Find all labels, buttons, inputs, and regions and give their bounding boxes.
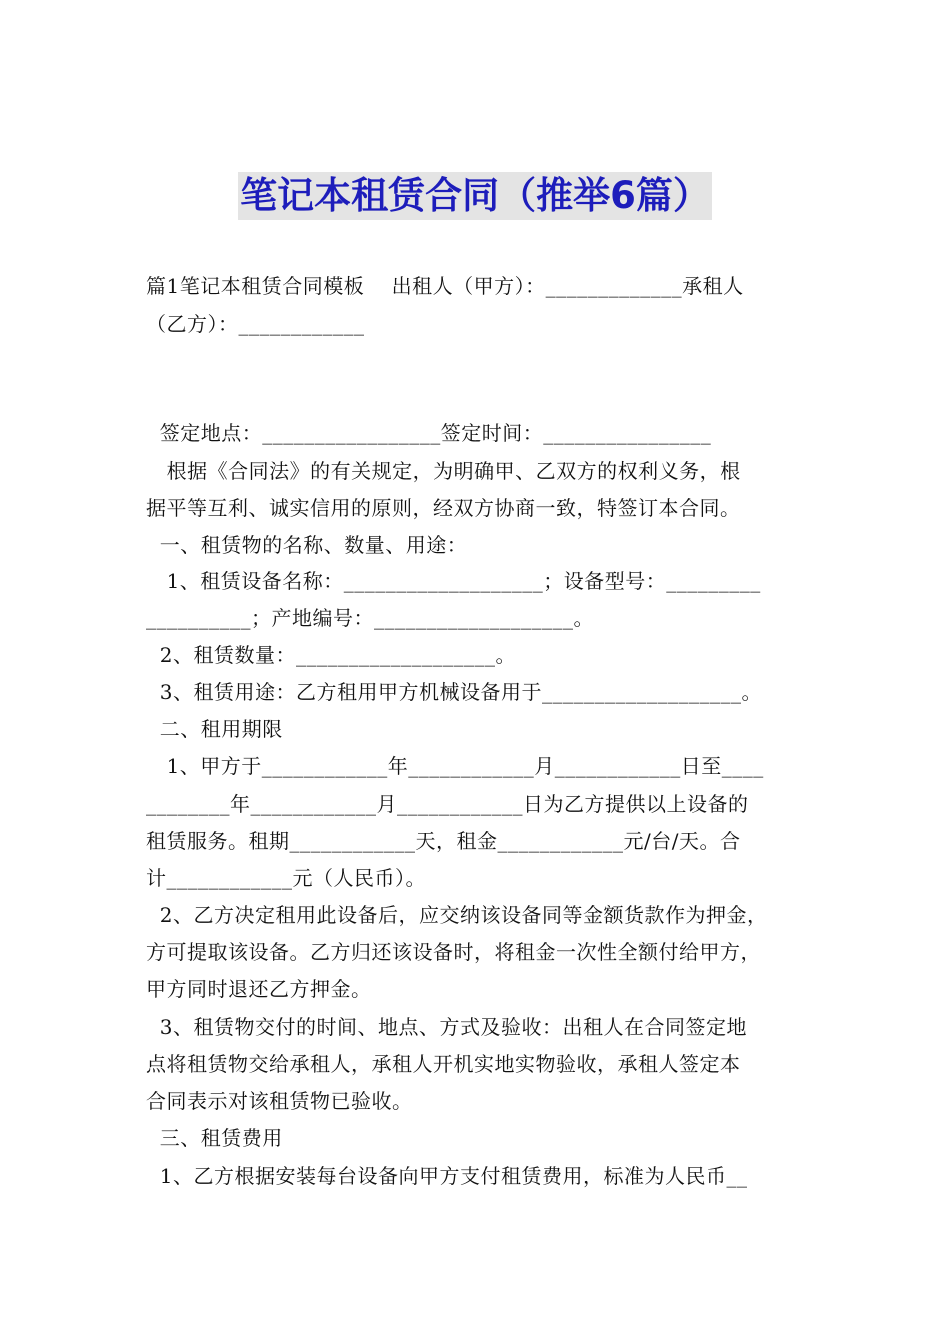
text-line-5: 据平等互利、诚实信用的原则，经双方协商一致，特签订本合同。 (146, 496, 741, 520)
text-line-3: 签定地点：_________________签定时间：________________ (146, 421, 712, 445)
document-title: 笔记本租赁合同（推举6篇） (238, 172, 712, 220)
document-title-wrap (0, 172, 950, 220)
text-line-21: 合同表示对该租赁物已验收。 (146, 1089, 413, 1113)
text-line-20: 点将租赁物交给承租人，承租人开机实地实物验收，承租人签定本 (146, 1052, 741, 1076)
text-line-23: 1、乙方根据安装每台设备向甲方支付租赁费用，标准为人民币__ (146, 1164, 748, 1188)
text-line-15: 计____________元（人民币）。 (146, 866, 426, 890)
text-line-17: 方可提取该设备。乙方归还该设备时，将租金一次性全额付给甲方， (146, 940, 761, 964)
text-line-6: 一、租赁物的名称、数量、用途： (146, 533, 468, 557)
text-line-18: 甲方同时退还乙方押金。 (146, 977, 372, 1001)
text-line-8: __________；产地编号：___________________。 (146, 606, 594, 630)
text-line-16: 2、乙方决定租用此设备后，应交纳该设备同等金额货款作为押金， (146, 903, 768, 927)
text-line-9: 2、租赁数量：___________________。 (146, 643, 516, 667)
text-line-10: 3、租赁用途：乙方租用甲方机械设备用于___________________。 (146, 680, 762, 704)
text-line-12: 1、甲方于____________年____________月____________日至____ (146, 754, 764, 778)
text-line-2: （乙方）：____________ (146, 312, 365, 336)
text-line-7: 1、租赁设备名称：___________________；设备型号：_________ (146, 569, 761, 593)
text-line-1: 篇1笔记本租赁合同模板 出租人（甲方）：_____________承租人 (146, 274, 744, 298)
text-line-11: 二、租用期限 (146, 717, 283, 741)
text-line-22: 三、租赁费用 (146, 1126, 283, 1150)
text-line-13: ________年____________月____________日为乙方提供以上设备的 (146, 792, 749, 816)
text-line-19: 3、租赁物交付的时间、地点、方式及验收：出租人在合同签定地 (146, 1015, 747, 1039)
text-line-4: 根据《合同法》的有关规定，为明确甲、乙双方的权利义务，根 (146, 459, 741, 483)
text-line-14: 租赁服务。租期____________天，租金____________元/台/天。合 (146, 829, 741, 853)
